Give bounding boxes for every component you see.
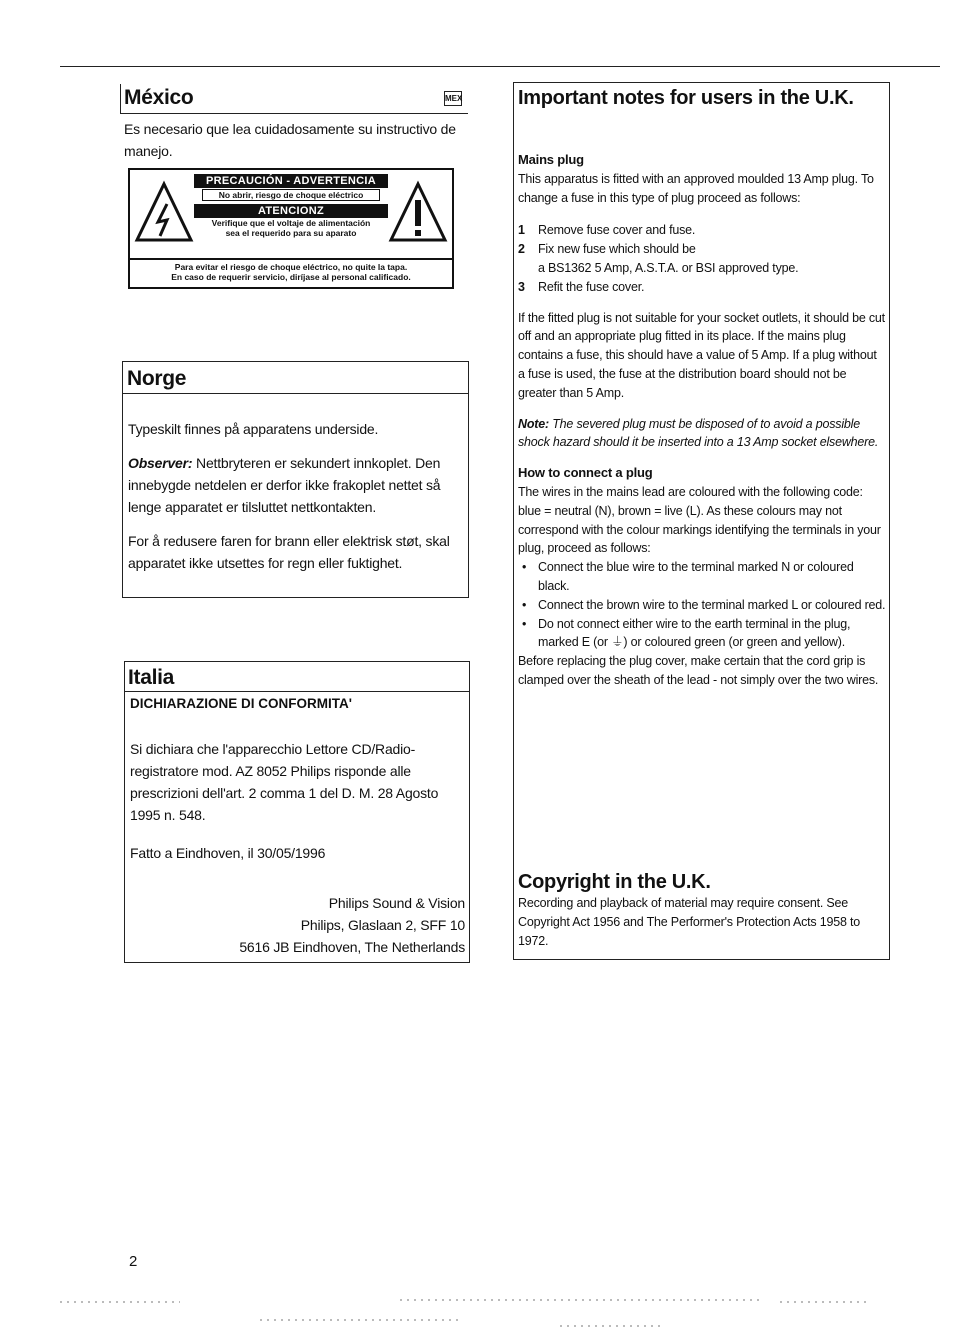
italia-signature: [239, 892, 465, 958]
uk-section: [513, 82, 890, 960]
warning-footer: [130, 258, 452, 282]
step-1: 1 Remove fuse cover and fuse.: [518, 223, 696, 238]
note-text: The severed plug must be disposed of to avoid a possible shock hazard should it be inserted into a 13 Amp socket elsewhere.: [518, 416, 879, 450]
mains-plug-heading: Mains plug: [518, 152, 584, 167]
step-2: 2 Fix new fuse which should be: [518, 242, 696, 257]
wire-instructions-list: [518, 558, 886, 652]
norge-section: [122, 361, 469, 598]
italia-paragraph-1: Si dichiara che l'apparecchio Lettore CD/Radio-registratore mod. AZ 8052 Philips risponde alle prescrizioni dell'art. 2 comma 1 del D. M. 28 Agosto 1995 n. 548.: [130, 741, 439, 823]
norge-paragraph-2: [128, 452, 466, 518]
list-item: • Connect the blue wire to the terminal marked N or coloured black.: [518, 558, 886, 596]
signature-line-2: Philips, Glaslaan 2, SFF 10: [300, 917, 465, 933]
step-2-continued: a BS1362 5 Amp, A.S.T.A. or BSI approved type.: [538, 260, 799, 275]
mexico-header: [120, 84, 468, 114]
warning-line-3: sea el requerido para su aparato: [225, 228, 357, 238]
copyright-section: [518, 871, 886, 950]
observer-label: Observer:: [128, 455, 193, 471]
warning-text: [194, 174, 388, 238]
warning-footer-line-2: En caso de requerir servicio, diríjase al personal calificado.: [171, 272, 411, 282]
warning-line-2: Verifique que el voltaje de alimentación: [211, 218, 371, 228]
note-label: Note:: [518, 416, 549, 431]
before-replacing-text: Before replacing the plug cover, make certain that the cord grip is clamped over the sheath of the lead - not simply over the two wires.: [518, 654, 879, 687]
warning-line-1: No abrir, riesgo de choque eléctrico: [202, 189, 380, 201]
fuse-steps: [518, 221, 886, 296]
nom-mark-icon: MEX: [444, 91, 462, 106]
signature-line-1: Philips Sound & Vision: [328, 895, 465, 911]
signature-line-3: 5616 JB Eindhoven, The Netherlands: [239, 939, 465, 955]
note-paragraph: [518, 415, 886, 453]
italia-title: Italia: [125, 662, 469, 692]
top-rule: [60, 66, 940, 67]
warning-footer-line-1: Para evitar el riesgo de choque eléctrico, no quite la tapa.: [174, 262, 408, 272]
copyright-title: Copyright in the U.K.: [518, 871, 711, 893]
norge-content: [128, 418, 466, 574]
list-item: • Do not connect either wire to the earth terminal in the plug, marked E (or ⏚) or coloured green (or green and yellow).: [518, 615, 886, 653]
norge-title: Norge: [123, 362, 468, 394]
connect-plug-heading: How to connect a plug: [518, 465, 653, 481]
scan-noise-decoration: [60, 1296, 940, 1336]
fitted-plug-text: If the fitted plug is not suitable for your socket outlets, it should be cut off and an appropriate plug fitted in its place. If the mains plug contains a fuse, this should have a value of 5 Amp. If a plug without a fuse is used, the fuse at the distribution board should not be greater than 5 Amp.: [518, 310, 885, 400]
mains-plug-text: This apparatus is fitted with an approved moulded 13 Amp plug. To change a fuse in this type of plug proceed as follows:: [518, 171, 874, 205]
page-number: 2: [129, 1253, 138, 1270]
observer-text: Nettbryteren er sekundert innkoplet. Den innebygde netdelen er derfor ikke frakoplet nettet så lenge apparatet er tilsluttet nettkontakten.: [128, 455, 441, 515]
uk-content: [518, 151, 886, 690]
warning-header-2: ATENCIONZ: [194, 204, 388, 218]
warning-label: [128, 168, 454, 289]
italia-section: [124, 661, 470, 963]
norge-paragraph-1: Typeskilt finnes på apparatens underside.: [128, 421, 379, 437]
mexico-title: México: [124, 86, 194, 109]
mexico-intro: Es necesario que lea cuidadosamente su instructivo de manejo.: [124, 121, 456, 159]
italia-paragraph-2: Fatto a Eindhoven, il 30/05/1996: [130, 845, 326, 861]
norge-paragraph-3: For å redusere faren for brann eller elektrisk støt, skal apparatet ikke utsettes for regn eller fuktighet.: [128, 533, 450, 571]
exclamation-hazard-icon: [388, 180, 448, 244]
warning-header-1: PRECAUCIÓN - ADVERTENCIA: [194, 174, 388, 188]
step-3: 3 Refit the fuse cover.: [518, 279, 645, 294]
italia-content: [130, 738, 468, 864]
connect-plug-text: The wires in the mains lead are coloured with the following code: blue = neutral (N), brown = live (L). As these colours may not correspond with the colour markings identifying the terminals in your plug, proceed as follows:: [518, 484, 881, 556]
uk-title: Important notes for users in the U.K.: [518, 87, 854, 109]
list-item: • Connect the brown wire to the terminal marked L or coloured red.: [518, 596, 886, 615]
italia-subtitle: DICHIARAZIONE DI CONFORMITA': [130, 696, 352, 711]
copyright-text: Recording and playback of material may require consent. See Copyright Act 1956 and The Performer's Protection Acts 1958 to 1972.: [518, 896, 861, 948]
electric-hazard-icon: [134, 180, 194, 244]
